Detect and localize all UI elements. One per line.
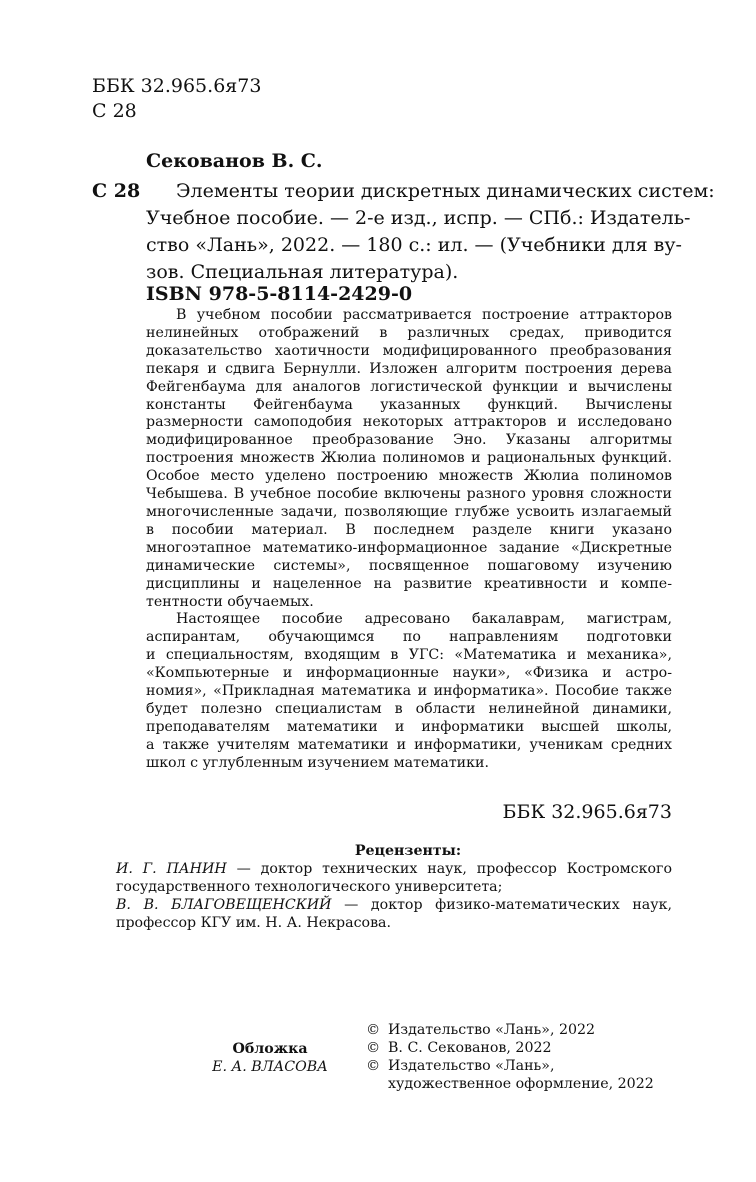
abstract-line: Настоящее пособие адресовано бакалаврам, магистрам, <box>176 611 672 628</box>
abstract-line: и специальностям, входящим в УГС: «Математика и механика», <box>146 647 672 664</box>
copyright-row <box>366 1058 686 1094</box>
reviewer-2-name: В. В. БЛАГОВЕЩЕНСКИЙ <box>116 896 332 913</box>
abstract-line: Особое место уделено построению множеств Жюлиа полиномов <box>146 468 672 485</box>
copyright-icon: © <box>366 1022 381 1038</box>
reviewer-1 <box>116 861 672 879</box>
abstract-line: многоэтапное математико-информационное задание «Дискретные <box>146 539 672 556</box>
abstract-line: размерности самоподобия некоторых аттракторов и исследовано <box>146 414 672 431</box>
reviewers <box>116 861 672 933</box>
copyright-text <box>388 1058 686 1094</box>
abstract-line: в пособии материал. В последнем разделе книги указано <box>146 521 672 538</box>
reviewer-2-title: — доктор физико-математических наук, <box>331 896 672 913</box>
abstract <box>146 307 672 773</box>
abstract-line: константы Фейгенбаума указанных функций. Вычислены <box>146 396 672 413</box>
biblio-line: Учебное пособие. — 2-е изд., испр. — СПб.: Издатель- <box>146 207 691 229</box>
abstract-line: Чебышева. В учебное пособие включены разного уровня сложности <box>146 486 672 503</box>
cover-credit <box>180 1041 360 1077</box>
reviewer-1-affiliation: государственного технологического университета; <box>116 878 503 895</box>
copyright-text-line: художественное оформление, 2022 <box>388 1075 654 1092</box>
isbn: ISBN 978-5-8114-2429-0 <box>146 283 413 305</box>
biblio-line: зов. Специальная литература). <box>146 261 459 283</box>
bbk-classification-bottom: ББК 32.965.6я73 <box>502 801 672 823</box>
copyright-icon: © <box>366 1057 381 1074</box>
reviewer-2 <box>116 897 672 915</box>
abstract-line: «Компьютерные и информационные науки», «Физика и астро- <box>146 665 672 682</box>
abstract-line: В учебном пособии рассматривается построение аттракторов <box>176 307 672 323</box>
abstract-line: модифицированное преобразование Эно. Указаны алгоритмы <box>146 432 672 449</box>
abstract-line: аспирантам, обучающимся по направлениям подготовки <box>146 629 672 646</box>
author-mark: С 28 <box>92 100 137 122</box>
biblio-line: ство «Лань», 2022. — 180 с.: ил. — (Учебники для ву- <box>146 234 682 256</box>
bbk-classification-top <box>92 74 261 124</box>
abstract-line: нелинейных отображений в различных средах, приводится <box>146 324 672 341</box>
cover-credit-title: Обложка <box>232 1041 308 1057</box>
reviewers-title: Рецензенты: <box>354 843 462 859</box>
reviewer-1-title: — доктор технических наук, профессор Костромского <box>226 861 673 877</box>
copyright-notices <box>366 1022 686 1094</box>
biblio-line: Элементы теории дискретных динамических систем: <box>176 180 715 202</box>
bibliographic-description <box>146 178 715 286</box>
abstract-line: номия», «Прикладная математика и информатика». Пособие также <box>146 683 672 700</box>
abstract-line: динамические системы», посвященное пошаговому изучению <box>146 557 672 574</box>
copyright-text: В. С. Секованов, 2022 <box>388 1039 552 1056</box>
abstract-line: будет полезно специалистам в области нелинейной динамики, <box>146 700 672 717</box>
abstract-line: школ с углубленным изучением математики. <box>146 754 489 771</box>
abstract-line: пекаря и сдвига Бернулли. Изложен алгоритм построения дерева <box>146 360 672 377</box>
copyright-row <box>366 1040 686 1058</box>
abstract-line: преподавателям математики и информатики высшей школы, <box>146 718 672 735</box>
copyright-text-line: Издательство «Лань», <box>388 1057 555 1074</box>
reviewer-2-affiliation: профессор КГУ им. Н. А. Некрасова. <box>116 914 392 931</box>
abstract-line: а также учителям математики и информатики, ученикам средних <box>146 736 672 753</box>
copyright-row <box>366 1022 686 1040</box>
abstract-line: построения множеств Жюлиа полиномов и рациональных функций. <box>146 450 672 467</box>
abstract-line: дисциплины и нацеленное на развитие креативности и компе- <box>146 575 672 592</box>
abstract-line: доказательство хаотичности модифицированного преобразования <box>146 342 672 359</box>
abstract-line: многочисленные задачи, позволяющие глубже усвоить излагаемый <box>146 503 672 520</box>
author-heading: Секованов В. С. <box>146 150 323 172</box>
copyright-icon: © <box>366 1039 381 1056</box>
bbk-code: ББК 32.965.6я73 <box>92 75 262 97</box>
abstract-line: тентности обучаемых. <box>146 593 314 610</box>
copyright-text: Издательство «Лань», 2022 <box>388 1022 596 1038</box>
abstract-line: Фейгенбаума для аналогов логистической функции и вычислены <box>146 378 672 395</box>
reviewer-1-name: И. Г. ПАНИН <box>116 861 227 877</box>
author-code: С 28 <box>92 180 141 202</box>
cover-credit-name: Е. А. ВЛАСОВА <box>212 1058 328 1075</box>
